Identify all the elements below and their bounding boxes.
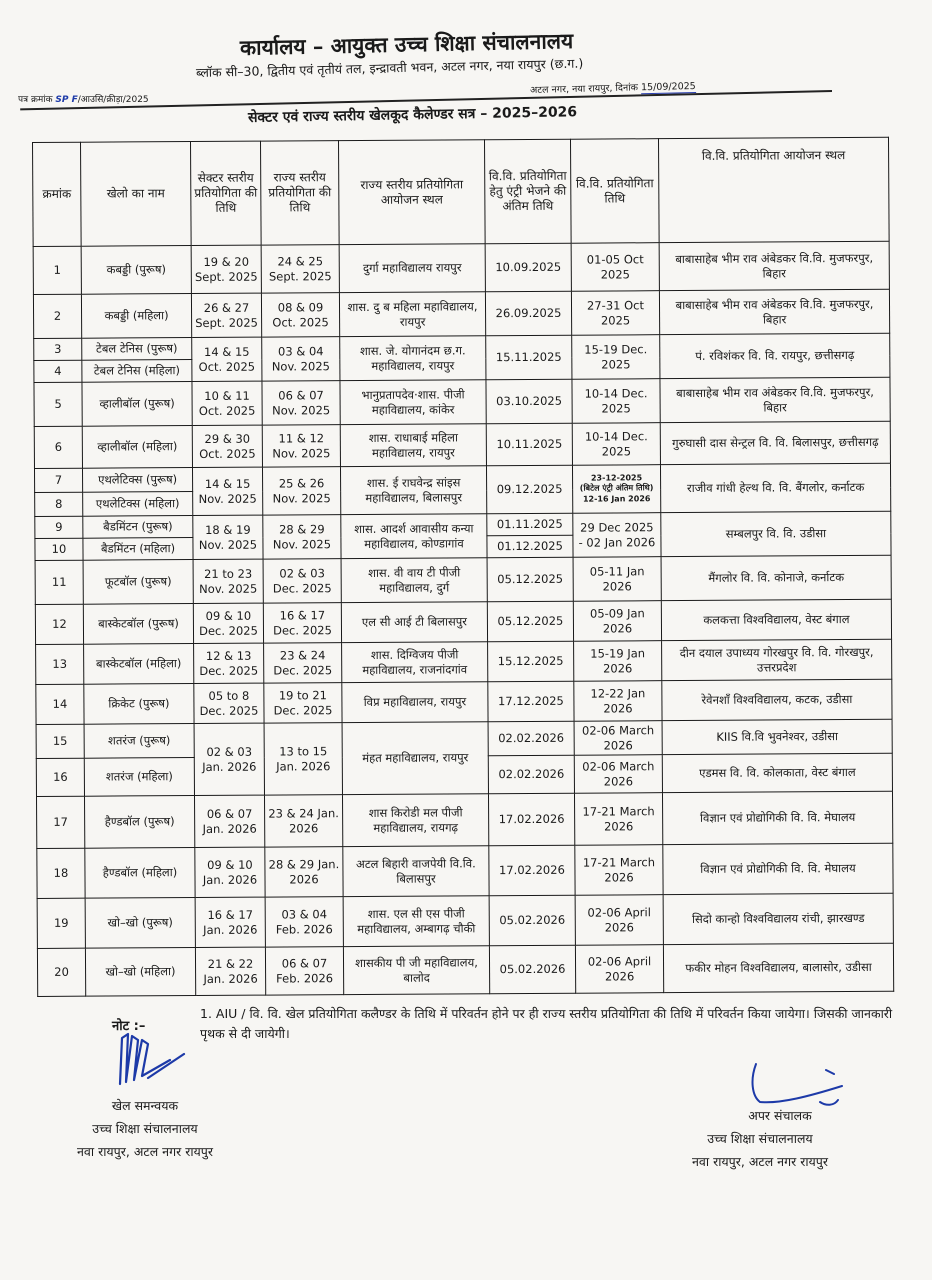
note-label: नोट :– bbox=[112, 1019, 146, 1034]
cell-state-venue: शास. वी वाय टी पीजी महाविद्यालय, दुर्ग bbox=[341, 558, 487, 603]
cell-sector-date: 06 & 07 Jan. 2026 bbox=[194, 795, 264, 847]
cell-sport: फूटबॉल (पुरूष) bbox=[83, 560, 193, 605]
late-entry-date: 23-12-2025 bbox=[590, 473, 643, 483]
cell-state-venue: शास. दु ब महिला महाविद्यालय, रायपुर bbox=[339, 292, 485, 337]
signatory-right-location: नवा रायपुर, अटल नगर रायपुर bbox=[691, 1154, 829, 1170]
cell-univ-venue: गुरुघासी दास सेन्ट्रल वि. वि. बिलासपुर, छत्तीसगढ़ bbox=[660, 421, 890, 464]
cell-univ-venue: बाबासाहेब भीम राव अंबेडकर वि.वि. मुजफरपुर, बिहार bbox=[660, 377, 890, 422]
cell-univ-venue: सम्बलपुर वि. वि. उडीसा bbox=[661, 511, 891, 556]
cell-univ-venue: कलकत्ता विश्वविद्यालय, वेस्ट बंगाल bbox=[661, 599, 891, 640]
cell-sector-date: 26 & 27 Sept. 2025 bbox=[191, 293, 261, 337]
letter-date bbox=[530, 79, 696, 96]
cell-state-date: 16 & 17 Dec. 2025 bbox=[263, 603, 341, 643]
cell-sector-date: 19 & 20 Sept. 2025 bbox=[191, 245, 261, 293]
cell-serial: 7 bbox=[34, 468, 82, 492]
cell-univ-date: 02-06 March 2026 bbox=[574, 755, 662, 794]
cell-serial: 10 bbox=[35, 538, 83, 560]
cell-sport: शतरंज (महिला) bbox=[84, 758, 194, 797]
cell-sector-date: 12 & 13 Dec. 2025 bbox=[194, 643, 264, 683]
cell-sport: व्हालीबॉल (पुरूष) bbox=[82, 382, 192, 427]
cell-state-date: 28 & 29 Nov. 2025 bbox=[263, 515, 341, 559]
cell-state-venue: मंहत महाविद्यालय, रायपुर bbox=[342, 722, 488, 795]
cell-sport: टेबल टेनिस (पुरूष) bbox=[82, 338, 192, 361]
col-header-state-date: राज्य स्तरीय प्रतियोगिता की तिथि bbox=[260, 141, 339, 245]
table-row bbox=[33, 289, 889, 338]
cell-state-date: 08 & 09 Oct. 2025 bbox=[261, 293, 339, 337]
signatory-left bbox=[40, 1094, 250, 1163]
cell-state-date: 03 & 04 Nov. 2025 bbox=[262, 337, 340, 381]
cell-state-date: 24 & 25 Sept. 2025 bbox=[261, 245, 339, 293]
signatory-right-designation: अपर संचालक bbox=[748, 1108, 812, 1123]
cell-entry-deadline: 15.12.2025 bbox=[488, 641, 574, 682]
cell-entry-deadline: 01.11.2025 bbox=[487, 513, 573, 536]
cell-univ-date: 15-19 Dec. 2025 bbox=[572, 335, 660, 380]
table-row bbox=[37, 843, 893, 898]
signatory-right bbox=[640, 1104, 880, 1173]
cell-state-venue: शास किरोडी मल पीजी महाविद्यालय, रायगढ़ bbox=[342, 794, 488, 847]
cell-univ-venue: बाबासाहेब भीम राव अंबेडकर वि.वि. मुजफरपुर, बिहार bbox=[659, 241, 889, 290]
cell-state-date: 02 & 03 Dec. 2025 bbox=[263, 559, 341, 603]
cell-univ-date: 01-05 Oct 2025 bbox=[571, 243, 659, 292]
place-date-prefix: अटल नगर, नया रायपुर, दिनांक bbox=[529, 82, 639, 96]
cell-state-venue: विप्र महाविद्यालय, रायपुर bbox=[342, 682, 488, 723]
cell-univ-date: 02-06 April 2026 bbox=[575, 945, 663, 994]
cell-univ-date: 29 Dec 2025 - 02 Jan 2026 bbox=[573, 513, 661, 558]
cell-state-date: 03 & 04 Feb. 2026 bbox=[265, 897, 343, 947]
cell-serial: 9 bbox=[35, 516, 83, 538]
cell-state-date: 28 & 29 Jan. 2026 bbox=[265, 847, 343, 897]
cell-entry-deadline: 10.11.2025 bbox=[486, 423, 572, 466]
cell-serial: 12 bbox=[35, 604, 83, 644]
ref-number: SP F bbox=[55, 95, 78, 105]
col-header-serial: क्रमांक bbox=[33, 142, 82, 246]
cell-entry-deadline: 26.09.2025 bbox=[485, 291, 571, 336]
cell-sector-date: 14 & 15 Nov. 2025 bbox=[192, 467, 262, 515]
signatory-left-designation: खेल समन्वयक bbox=[111, 1098, 179, 1113]
cell-state-venue: भानुप्रतापदेव·शास. पीजी महाविद्यालय, कांकेर bbox=[340, 380, 486, 425]
cell-entry-deadline: 05.12.2025 bbox=[487, 557, 573, 602]
cell-serial: 13 bbox=[36, 644, 84, 684]
cell-state-date: 23 & 24 Jan. 2026 bbox=[264, 795, 342, 847]
cell-entry-deadline: 02.02.2026 bbox=[488, 755, 574, 794]
table-row bbox=[37, 943, 893, 996]
cell-univ-venue: विज्ञान एवं प्रोद्योगिकी वि. वि. मेघालय bbox=[662, 791, 892, 844]
cell-state-venue: शास. दिग्विजय पीजी महाविद्यालय, राजनांदगांव bbox=[342, 642, 488, 683]
cell-serial: 8 bbox=[35, 492, 83, 516]
cell-univ-date: 10-14 Dec. 2025 bbox=[572, 379, 660, 424]
table-row bbox=[33, 241, 889, 294]
cell-univ-venue: KIIS वि.वि भुवनेश्वर, उडीसा bbox=[662, 719, 892, 754]
col-header-sport: खेलो का नाम bbox=[81, 142, 192, 247]
cell-sport: बैडमिंटन (महिला) bbox=[83, 538, 193, 561]
univ-date-value: 12-16 Jan 2026 bbox=[582, 493, 651, 504]
cell-state-venue: शास. जे. योगानंदम छ.ग. महाविद्यालय, रायपुर bbox=[340, 336, 486, 381]
cell-entry-deadline: 10.09.2025 bbox=[485, 243, 571, 292]
cell-state-venue: दुर्गा महाविद्यालय रायपुर bbox=[339, 244, 485, 293]
cell-sector-date: 16 & 17 Jan. 2026 bbox=[195, 897, 265, 947]
cell-state-date: 11 & 12 Nov. 2025 bbox=[262, 425, 340, 467]
table-row bbox=[35, 599, 891, 644]
cell-sport: खो–खो (महिला) bbox=[85, 948, 195, 997]
cell-sport: बैडमिंटन (पुरूष) bbox=[83, 516, 193, 539]
cell-serial: 1 bbox=[33, 246, 81, 294]
table-row bbox=[35, 511, 891, 538]
cell-univ-date: 02-06 April 2026 bbox=[575, 895, 663, 946]
date-value: 15/09/2025 bbox=[640, 80, 696, 94]
cell-entry-deadline: 03.10.2025 bbox=[486, 379, 572, 424]
col-header-sector-date: सेक्टर स्तरीय प्रतियोगिता की तिथि bbox=[191, 141, 262, 245]
cell-univ-venue: फकीर मोहन विश्वविद्यालय, बालासोर, उडीसा bbox=[663, 943, 893, 992]
cell-sector-date: 14 & 15 Oct. 2025 bbox=[192, 337, 262, 381]
cell-state-date: 23 & 24 Dec. 2025 bbox=[264, 643, 342, 683]
table-row bbox=[35, 555, 891, 604]
cell-sector-date: 09 & 10 Jan. 2026 bbox=[195, 847, 265, 897]
table-row bbox=[34, 377, 890, 426]
table-row bbox=[36, 679, 892, 724]
note-text: 1. AIU / वि. वि. खेल प्रतियोगिता कलैण्डर के तिथि में परिवर्तन होने पर ही राज्य स्तरीय प्रतियोगिता की तिथि में परिवर्तन किया जायेगा। जिसकी जानकारी पृथक से दी जायेगी। bbox=[200, 1006, 893, 1041]
cell-entry-deadline: 05.02.2026 bbox=[489, 945, 575, 994]
table-row bbox=[36, 719, 892, 758]
cell-entry-deadline: 15.11.2025 bbox=[486, 335, 572, 380]
cell-state-venue: शास. राधाबाई महिला महाविद्यालय, रायपुर bbox=[340, 424, 486, 467]
ref-prefix: पत्र क्रमांक bbox=[18, 95, 53, 105]
table-row bbox=[36, 791, 892, 848]
cell-univ-date: 05-11 Jan 2026 bbox=[573, 557, 661, 602]
signature-left-icon bbox=[112, 1026, 192, 1088]
cell-state-date: 13 to 15 Jan. 2026 bbox=[264, 723, 342, 795]
cell-sport: एथलेटिक्स (पुरूष) bbox=[82, 468, 192, 493]
sports-calendar-table bbox=[32, 137, 894, 997]
cell-serial: 5 bbox=[34, 382, 82, 426]
table-row bbox=[34, 421, 890, 468]
cell-serial: 15 bbox=[36, 724, 84, 758]
signatory-right-office: उच्च शिक्षा संचालनालय bbox=[707, 1131, 813, 1147]
cell-univ-date: 02-06 March 2026 bbox=[574, 721, 662, 756]
cell-sport: एथलेटिक्स (महिला) bbox=[83, 492, 193, 517]
cell-sector-date: 21 to 23 Nov. 2025 bbox=[193, 559, 263, 603]
cell-sector-date: 18 & 19 Nov. 2025 bbox=[193, 515, 263, 559]
cell-sport: कबड्डी (पुरूष) bbox=[81, 246, 191, 295]
cell-entry-deadline: 05.02.2026 bbox=[489, 895, 575, 946]
cell-serial: 17 bbox=[36, 796, 84, 848]
cell-entry-deadline: 17.12.2025 bbox=[488, 681, 574, 722]
cell-sport: क्रिकेट (पुरूष) bbox=[84, 684, 194, 725]
ref-suffix: /आउसि/क्रीड़ा/2025 bbox=[77, 95, 149, 105]
col-header-univ-venue: वि.वि. प्रतियोगिता आयोजन स्थल bbox=[658, 137, 889, 242]
cell-sport: हैण्डबॉल (महिला) bbox=[85, 848, 195, 899]
cell-sport: कबड्डी (महिला) bbox=[81, 294, 191, 339]
cell-sport: खो–खो (पुरूष) bbox=[85, 898, 195, 949]
cell-univ-venue: पं. रविशंकर वि. वि. रायपुर, छत्तीसगढ़ bbox=[660, 333, 890, 378]
col-header-univ-date: वि.वि. प्रतियोगिता तिथि bbox=[570, 139, 659, 244]
cell-univ-venue: एडमस वि. वि. कोलकाता, वेस्ट बंगाल bbox=[662, 753, 892, 792]
cell-entry-deadline: 09.12.2025 bbox=[486, 465, 572, 514]
cell-sport: हैण्डबॉल (पुरूष) bbox=[84, 796, 194, 849]
cell-univ-venue: मैंगलोर वि. वि. कोनाजे, कर्नाटक bbox=[661, 555, 891, 600]
cell-sector-date: 05 to 8 Dec. 2025 bbox=[194, 683, 264, 723]
table-row bbox=[36, 639, 892, 684]
cell-sport: बास्केटबॉल (पुरूष) bbox=[83, 604, 193, 645]
cell-state-date: 25 & 26 Nov. 2025 bbox=[262, 467, 340, 515]
document-title: सेक्टर एवं राज्य स्तरीय खेलकूद कैलेण्डर सत्र – 2025–2026 bbox=[247, 104, 578, 126]
signatory-left-location: नवा रायपुर, अटल नगर रायपुर bbox=[76, 1144, 214, 1160]
cell-univ-date bbox=[572, 465, 660, 514]
cell-sector-date: 29 & 30 Oct. 2025 bbox=[192, 425, 262, 467]
cell-univ-venue: सिदो कान्हो विश्वविद्यालय रांची, झारखण्ड bbox=[663, 893, 893, 944]
cell-serial: 6 bbox=[34, 426, 82, 468]
cell-serial: 2 bbox=[33, 294, 81, 338]
signatory-left-office: उच्च शिक्षा संचालनालय bbox=[92, 1121, 198, 1137]
cell-entry-deadline: 02.02.2026 bbox=[488, 721, 574, 756]
cell-univ-date: 05-09 Jan 2026 bbox=[573, 601, 661, 642]
cell-serial: 11 bbox=[35, 560, 83, 604]
cell-state-venue: शासकीय पी जी महाविद्यालय, बालोद bbox=[343, 946, 489, 995]
cell-entry-deadline: 01.12.2025 bbox=[487, 535, 573, 558]
cell-state-venue: शास. एल सी एस पीजी महाविद्यालय, अम्बागढ़ चौकी bbox=[343, 896, 489, 947]
cell-state-date: 06 & 07 Nov. 2025 bbox=[262, 381, 340, 425]
col-header-entry-deadline: वि.वि. प्रतियोगिता हेतु एंट्री भेजने की अंतिम तिथि bbox=[484, 139, 571, 244]
cell-sector-date: 10 & 11 Oct. 2025 bbox=[192, 381, 262, 425]
cell-sector-date: 09 & 10 Dec. 2025 bbox=[193, 603, 263, 643]
cell-state-date: 19 to 21 Dec. 2025 bbox=[264, 683, 342, 723]
cell-sector-date: 21 & 22 Jan. 2026 bbox=[195, 947, 265, 995]
cell-entry-deadline: 05.12.2025 bbox=[487, 601, 573, 642]
cell-univ-venue: विज्ञान एवं प्रोद्योगिकी वि. वि. मेघालय bbox=[663, 843, 893, 894]
cell-entry-deadline: 17.02.2026 bbox=[488, 793, 574, 846]
cell-univ-venue: दीन दयाल उपाध्यय गोरखपुर वि. वि. गोरखपुर, उत्तरप्रदेश bbox=[662, 639, 892, 680]
cell-sport: बास्केटबॉल (महिला) bbox=[84, 644, 194, 685]
cell-univ-date: 15-19 Jan 2026 bbox=[574, 641, 662, 682]
cell-univ-venue: रेवेनशॉं विश्वविद्यालय, कटक, उडीसा bbox=[662, 679, 892, 720]
reference-number bbox=[18, 92, 149, 105]
cell-serial: 19 bbox=[37, 898, 85, 948]
cell-state-venue: अटल बिहारी वाजपेयी वि.वि. बिलासपुर bbox=[343, 846, 489, 897]
col-header-state-venue: राज्य स्तरीय प्रतियोगिता आयोजन स्थल bbox=[338, 140, 485, 245]
table-row bbox=[37, 893, 893, 948]
table-row bbox=[34, 333, 890, 360]
cell-serial: 16 bbox=[36, 758, 84, 796]
cell-serial: 4 bbox=[34, 360, 82, 382]
office-title: कार्यालय – आयुक्त उच्च शिक्षा संचालनालय bbox=[239, 28, 574, 60]
cell-univ-date: 10-14 Dec. 2025 bbox=[572, 423, 660, 466]
cell-state-venue: शास. आदर्श आवासीय कन्या महाविद्यालय, कोण्डागांव bbox=[341, 514, 487, 559]
cell-univ-venue: बाबासाहेब भीम राव अंबेडकर वि.वि. मुजफरपुर, बिहार bbox=[659, 289, 889, 334]
cell-state-venue: एल सी आई टी बिलासपुर bbox=[341, 602, 487, 643]
cell-state-venue: शास. ई राघवेन्द्र सांइस महाविद्यालय, बिलासपुर bbox=[340, 466, 486, 515]
cell-univ-venue: राजीव गांधी हेल्थ वि. वि. बैंगलोर, कर्नाटक bbox=[660, 463, 890, 512]
cell-serial: 20 bbox=[37, 948, 85, 996]
table-header-row bbox=[33, 137, 890, 246]
cell-sport: शतरंज (पुरूष) bbox=[84, 724, 194, 759]
office-address: ब्लॉक सी–30, द्वितीय एवं तृतीयं तल, इन्द्रावती भवन, अटल नगर, नया रायपुर (छ.ग.) bbox=[195, 55, 584, 80]
cell-sport: टेबल टेनिस (महिला) bbox=[82, 360, 192, 383]
cell-serial: 3 bbox=[34, 338, 82, 360]
cell-serial: 18 bbox=[37, 848, 85, 898]
cell-state-date: 06 & 07 Feb. 2026 bbox=[265, 947, 343, 995]
cell-univ-date: 17-21 March 2026 bbox=[575, 845, 663, 896]
cell-sector-date: 02 & 03 Jan. 2026 bbox=[194, 723, 264, 795]
table-row bbox=[34, 463, 890, 492]
cell-univ-date: 17-21 March 2026 bbox=[574, 793, 662, 846]
cell-univ-date: 27-31 Oct 2025 bbox=[571, 291, 659, 336]
cell-univ-date: 12-22 Jan 2026 bbox=[574, 681, 662, 722]
cell-entry-deadline: 17.02.2026 bbox=[489, 845, 575, 896]
late-entry-note: (बिटेल एंट्री अंतिम तिथि) bbox=[579, 483, 654, 493]
cell-serial: 14 bbox=[36, 684, 84, 724]
cell-sport: व्हालीबॉल (महिला) bbox=[82, 426, 192, 469]
